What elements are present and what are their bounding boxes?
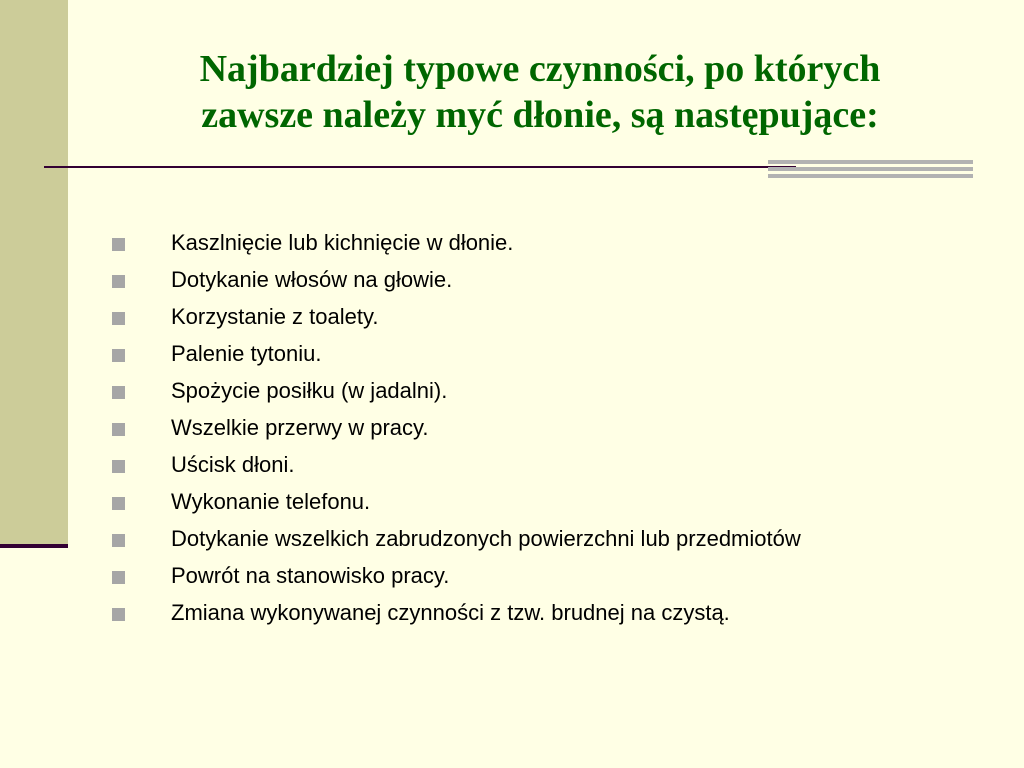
bullet-text: Dotykanie wszelkich zabrudzonych powierzchni lub przedmiotów <box>171 526 801 551</box>
bullet-text: Uścisk dłoni. <box>171 452 295 477</box>
bullet-item <box>112 376 972 405</box>
bullet-item <box>112 487 972 516</box>
bullet-item <box>112 265 972 294</box>
title-divider-line <box>44 166 796 168</box>
bullet-text: Kaszlnięcie lub kichnięcie w dłonie. <box>171 230 514 255</box>
bullet-text: Dotykanie włosów na głowie. <box>171 267 453 292</box>
bullet-text: Spożycie posiłku (w jadalni). <box>171 378 448 403</box>
bullet-text: Zmiana wykonywanej czynności z tzw. brudnej na czystą. <box>171 600 730 625</box>
bullet-text: Powrót na stanowisko pracy. <box>171 563 450 588</box>
divider-stripe <box>768 174 973 178</box>
bullet-text: Korzystanie z toalety. <box>171 304 379 329</box>
bullet-item <box>112 413 972 442</box>
slide-title-line-2: zawsze należy myć dłonie, są następujące: <box>201 94 879 136</box>
divider-stripe <box>768 167 973 171</box>
square-bullet-icon <box>112 571 125 584</box>
square-bullet-icon <box>112 497 125 510</box>
slide-title <box>100 46 980 138</box>
bullet-item <box>112 561 972 590</box>
square-bullet-icon <box>112 275 125 288</box>
bullet-text: Wszelkie przerwy w pracy. <box>171 415 429 440</box>
bullet-item <box>112 228 972 257</box>
slide-title-line-1: Najbardziej typowe czynności, po których <box>199 48 881 90</box>
bullet-list <box>112 228 972 635</box>
side-decoration-rule <box>0 544 68 548</box>
bullet-text: Palenie tytoniu. <box>171 341 322 366</box>
divider-stripe <box>768 160 973 164</box>
bullet-item <box>112 302 972 331</box>
square-bullet-icon <box>112 386 125 399</box>
title-divider-stripes <box>768 160 973 178</box>
square-bullet-icon <box>112 460 125 473</box>
side-decoration-bar <box>0 0 68 548</box>
square-bullet-icon <box>112 238 125 251</box>
bullet-item <box>112 450 972 479</box>
square-bullet-icon <box>112 349 125 362</box>
square-bullet-icon <box>112 608 125 621</box>
square-bullet-icon <box>112 534 125 547</box>
bullet-item <box>112 339 972 368</box>
bullet-item <box>112 598 972 627</box>
bullet-item <box>112 524 972 553</box>
square-bullet-icon <box>112 423 125 436</box>
square-bullet-icon <box>112 312 125 325</box>
bullet-text: Wykonanie telefonu. <box>171 489 371 514</box>
